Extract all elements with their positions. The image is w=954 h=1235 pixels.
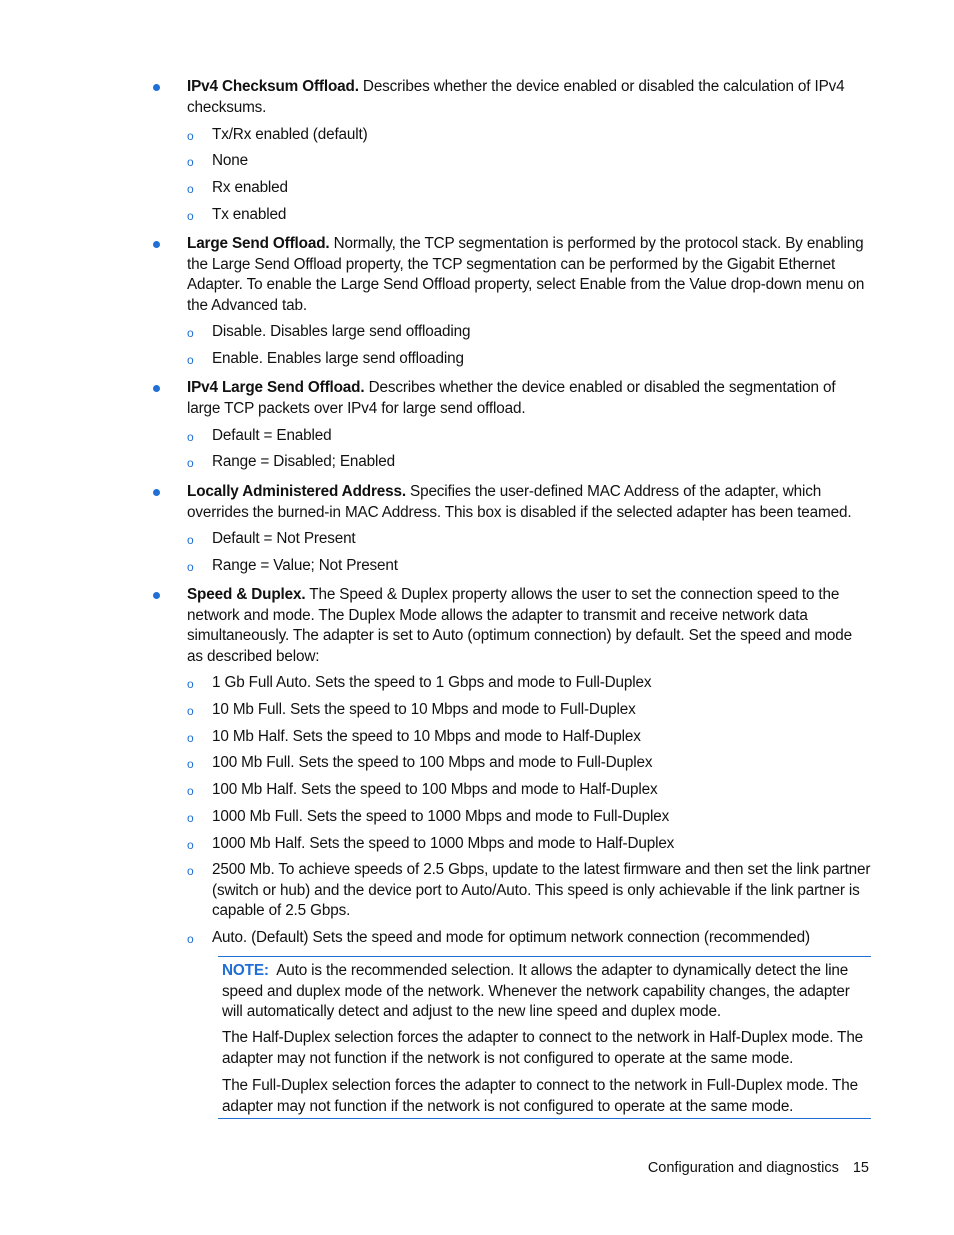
circle-bullet-icon: o <box>187 784 194 798</box>
circle-bullet-icon: o <box>187 129 194 143</box>
bullet-term: Speed & Duplex. <box>187 586 306 603</box>
circle-bullet-icon: o <box>187 353 194 367</box>
bullet-icon <box>153 592 160 599</box>
sub-item-text: Default = Enabled <box>212 427 332 444</box>
note-label: NOTE: <box>222 962 269 979</box>
sub-item-text: Range = Value; Not Present <box>212 557 398 574</box>
sub-item-text: 100 Mb Half. Sets the speed to 100 Mbps and mode to Half-Duplex <box>212 781 658 798</box>
bullet-term: IPv4 Large Send Offload. <box>187 379 365 396</box>
sub-item <box>187 151 877 172</box>
sub-item <box>187 529 877 550</box>
sub-item-text: 2500 Mb. To achieve speeds of 2.5 Gbps, update to the latest firmware and then set the link partner (switch or hub) and the device port to Auto/Auto. This speed is only achievable if the link partner is capable of 2.5 Gbps. <box>212 861 871 920</box>
circle-bullet-icon: o <box>187 430 194 444</box>
bullet-description: Normally, the TCP segmentation is performed by the protocol stack. By enabling the Large Send Offload property, the TCP segmentation can be performed by the Gigabit Ethernet Adapter. To enable the Large Send Offload property, select Enable from the Value drop-down menu on the Advanced tab. <box>187 235 865 314</box>
sub-item <box>187 452 877 473</box>
sub-item <box>187 780 877 801</box>
sub-item <box>187 322 877 343</box>
circle-bullet-icon: o <box>187 326 194 340</box>
sub-item <box>187 727 877 748</box>
sub-item-text: Default = Not Present <box>212 530 356 547</box>
bullet-icon <box>153 489 160 496</box>
note-paragraph <box>222 961 867 1023</box>
bullet-description: Describes whether the device enabled or disabled the calculation of IPv4 checksums. <box>187 78 845 116</box>
bullet-term: Large Send Offload. <box>187 235 330 252</box>
circle-bullet-icon: o <box>187 864 194 878</box>
bullet-icon <box>153 241 160 248</box>
sub-item <box>187 834 877 855</box>
bullet-large-send-offload <box>150 234 870 316</box>
bullet-icon <box>153 385 160 392</box>
bullet-locally-administered-address <box>150 482 870 523</box>
circle-bullet-icon: o <box>187 677 194 691</box>
sub-item-text: None <box>212 152 248 169</box>
bullet-ipv4-large-send-offload <box>150 378 870 419</box>
sub-item <box>187 807 877 828</box>
circle-bullet-icon: o <box>187 533 194 547</box>
sub-item <box>187 928 877 949</box>
bullet-paragraph <box>187 234 870 316</box>
sub-item <box>187 426 877 447</box>
sub-item-text: 10 Mb Half. Sets the speed to 10 Mbps and mode to Half-Duplex <box>212 728 641 745</box>
page-footer <box>648 1158 869 1178</box>
bullet-description: Specifies the user-defined MAC Address of the adapter, which overrides the burned-in MAC Address. This box is disabled if the selected adapter has been teamed. <box>187 483 852 521</box>
sub-item <box>187 673 877 694</box>
sub-item-text: 1 Gb Full Auto. Sets the speed to 1 Gbps and mode to Full-Duplex <box>212 674 652 691</box>
circle-bullet-icon: o <box>187 932 194 946</box>
note-paragraph-half-duplex: The Half-Duplex selection forces the adapter to connect to the network in Half-Duplex mode. The adapter may not function if the network is not configured to operate at the same mode. <box>222 1029 864 1067</box>
sub-item-text: 1000 Mb Full. Sets the speed to 1000 Mbps and mode to Full-Duplex <box>212 808 670 825</box>
circle-bullet-icon: o <box>187 456 194 470</box>
circle-bullet-icon: o <box>187 757 194 771</box>
bullet-ipv4-checksum-offload <box>150 77 870 118</box>
circle-bullet-icon: o <box>187 155 194 169</box>
sub-item <box>187 178 877 199</box>
bullet-paragraph <box>187 378 870 419</box>
circle-bullet-icon: o <box>187 560 194 574</box>
bullet-term: IPv4 Checksum Offload. <box>187 78 359 95</box>
circle-bullet-icon: o <box>187 811 194 825</box>
footer-section-title: Configuration and diagnostics <box>647 1160 839 1176</box>
sub-item-text: Disable. Disables large send offloading <box>212 323 471 340</box>
sub-item <box>187 349 877 370</box>
note-text: Auto is the recommended selection. It allows the adapter to dynamically detect the line speed and duplex mode of the network. Whenever the network capability changes, the adapter will automatically detect and adjust to the new line speed and duplex mode. <box>222 962 854 1021</box>
note-box <box>218 956 871 1119</box>
circle-bullet-icon: o <box>187 731 194 745</box>
sub-item-text: Tx enabled <box>212 206 287 223</box>
sub-item-text: Auto. (Default) Sets the speed and mode for optimum network connection (recommended) <box>212 929 810 946</box>
bullet-paragraph <box>187 77 870 118</box>
sub-item <box>187 205 877 226</box>
circle-bullet-icon: o <box>187 838 194 852</box>
sub-item-text: 1000 Mb Half. Sets the speed to 1000 Mbps and mode to Half-Duplex <box>212 835 675 852</box>
bullet-paragraph <box>187 585 870 667</box>
sub-item <box>187 860 877 922</box>
sub-item <box>187 125 877 146</box>
sub-item-text: 100 Mb Full. Sets the speed to 100 Mbps and mode to Full-Duplex <box>212 754 653 771</box>
sub-item <box>187 556 877 577</box>
page-number: 15 <box>852 1160 869 1176</box>
sub-item-text: 10 Mb Full. Sets the speed to 10 Mbps and mode to Full-Duplex <box>212 701 636 718</box>
bullet-term: Locally Administered Address. <box>187 483 406 500</box>
bullet-speed-duplex <box>150 585 870 667</box>
sub-item <box>187 700 877 721</box>
sub-item-text: Enable. Enables large send offloading <box>212 350 464 367</box>
sub-item-text: Range = Disabled; Enabled <box>212 453 395 470</box>
sub-item <box>187 753 877 774</box>
sub-item-text: Rx enabled <box>212 179 288 196</box>
note-paragraph-full-duplex: The Full-Duplex selection forces the adapter to connect to the network in Full-Duplex mode. The adapter may not function if the network is not configured to operate at the same mode. <box>222 1077 858 1115</box>
bullet-icon <box>153 84 160 91</box>
bullet-description: Describes whether the device enabled or disabled the segmentation of large TCP packets over IPv4 for large send offload. <box>187 379 836 417</box>
sub-item-text: Tx/Rx enabled (default) <box>212 126 368 143</box>
circle-bullet-icon: o <box>187 182 194 196</box>
circle-bullet-icon: o <box>187 704 194 718</box>
circle-bullet-icon: o <box>187 209 194 223</box>
bullet-description: The Speed & Duplex property allows the user to set the connection speed to the network and mode. The Duplex Mode allows the adapter to transmit and receive network data simultaneously. The adapter is set to Auto (optimum connection) by default. Set the speed and mode as described below: <box>187 586 852 665</box>
bullet-paragraph <box>187 482 870 523</box>
